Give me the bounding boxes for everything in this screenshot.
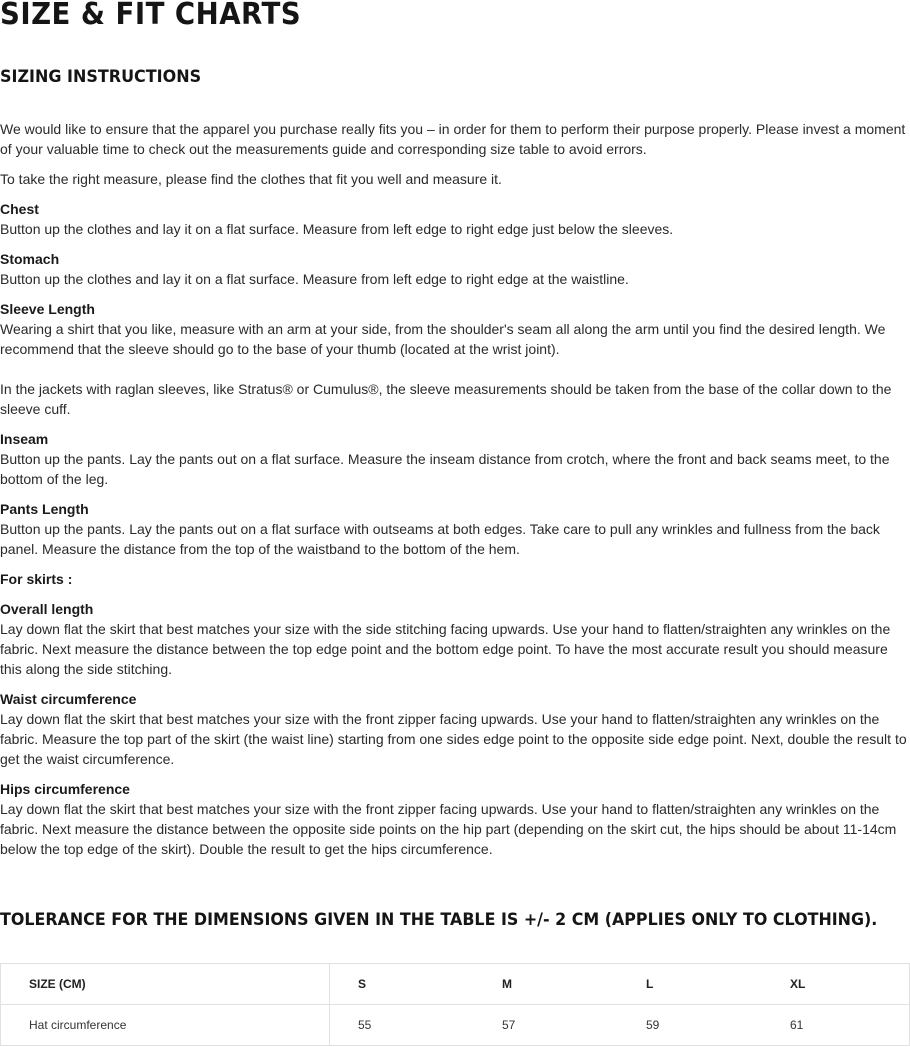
size-table-header-m: M	[474, 964, 618, 1005]
size-table	[0, 963, 910, 1046]
measure-pants-length	[0, 499, 910, 559]
measure-inseam-label: Inseam	[0, 431, 49, 447]
measure-chest-text: Button up the clothes and lay it on a flat surface. Measure from left edge to right edge just below the sleeves.	[0, 221, 674, 237]
skirt-waist-circumference-text: Lay down flat the skirt that best matches your size with the front zipper facing upwards. Use your hand to flatten/straighten any wrinkles on the fabric. Measure the top part of the skirt (the waist line) starting from one sides edge point to the opposite side edge point. Next, double the result to get the waist circumference.	[0, 711, 907, 767]
measure-sleeve-length-label: Sleeve Length	[0, 301, 95, 317]
measure-sleeve-length-raglan-note: In the jackets with raglan sleeves, like Stratus® or Cumulus®, the sleeve measurements should be taken from the base of the collar down to the sleeve cuff.	[0, 381, 892, 417]
skirt-hips-circumference	[0, 779, 910, 859]
table-cell-measure: Hat circumference	[1, 1005, 330, 1046]
sizing-instructions-content	[0, 119, 910, 869]
tolerance-heading: TOLERANCE FOR THE DIMENSIONS GIVEN IN THE TABLE IS +/- 2 CM (APPLIES ONLY TO CLOTHING).	[0, 910, 878, 930]
measure-stomach-label: Stomach	[0, 251, 60, 267]
measure-sleeve-length-text: Wearing a shirt that you like, measure with an arm at your side, from the shoulder's seam all along the arm until you find the desired length. We recommend that the sleeve should go to the base of your thumb (located at the wrist joint).	[0, 321, 886, 357]
table-cell-s: 55	[330, 1005, 475, 1046]
table-cell-xl: 61	[762, 1005, 910, 1046]
size-table-header-size: SIZE (CM)	[1, 964, 330, 1005]
measure-pants-length-text: Button up the pants. Lay the pants out on a flat surface with outseams at both edges. Take care to pull any wrinkles and fullness from the back panel. Measure the distance from the top of the waistband to the bottom of the hem.	[0, 521, 880, 557]
measure-inseam	[0, 429, 910, 489]
table-cell-m: 57	[474, 1005, 618, 1046]
table-cell-l: 59	[618, 1005, 762, 1046]
skirt-overall-length-text: Lay down flat the skirt that best matches your size with the side stitching facing upwards. Use your hand to flatten/straighten any wrinkles on the fabric. Next measure the distance between the top edge point and the bottom edge point. To have the most accurate result you should measure this along the side stitching.	[0, 621, 891, 677]
section-title-sizing-instructions: SIZING INSTRUCTIONS	[0, 67, 202, 87]
table-row	[1, 1005, 910, 1046]
skirts-heading	[0, 569, 910, 589]
intro-measure-tip: To take the right measure, please find the clothes that fit you well and measure it.	[0, 171, 502, 187]
size-table-header-xl: XL	[762, 964, 910, 1005]
skirts-heading-label: For skirts :	[0, 571, 73, 587]
measure-sleeve-length	[0, 299, 910, 359]
measure-pants-length-label: Pants Length	[0, 501, 89, 517]
measure-inseam-text: Button up the pants. Lay the pants out on a flat surface. Measure the inseam distance from crotch, where the front and back seams meet, to the bottom of the leg.	[0, 451, 890, 487]
skirt-overall-length	[0, 599, 910, 679]
measure-stomach-text: Button up the clothes and lay it on a flat surface. Measure from left edge to right edge at the waistline.	[0, 271, 629, 287]
page-title: SIZE & FIT CHARTS	[0, 0, 302, 32]
size-table-header-s: S	[330, 964, 475, 1005]
skirt-overall-length-label: Overall length	[0, 601, 94, 617]
size-table-header-row	[1, 964, 910, 1005]
measure-chest	[0, 199, 910, 239]
skirt-waist-circumference	[0, 689, 910, 769]
measure-chest-label: Chest	[0, 201, 39, 217]
intro-paragraph: We would like to ensure that the apparel you purchase really fits you – in order for them to perform their purpose properly. Please invest a moment of your valuable time to check out the measurements guide and corresponding size table to avoid errors.	[0, 121, 906, 157]
measure-stomach	[0, 249, 910, 289]
skirt-waist-circumference-label: Waist circumference	[0, 691, 137, 707]
skirt-hips-circumference-label: Hips circumference	[0, 781, 130, 797]
size-table-header-l: L	[618, 964, 762, 1005]
skirt-hips-circumference-text: Lay down flat the skirt that best matches your size with the front zipper facing upwards. Use your hand to flatten/straighten any wrinkles on the fabric. Next measure the distance between the opposite side points on the hip part (depending on the skirt cut, the hips should be about 11-14cm below the top edge of the skirt). Double the result to get the hips circumference.	[0, 801, 897, 857]
